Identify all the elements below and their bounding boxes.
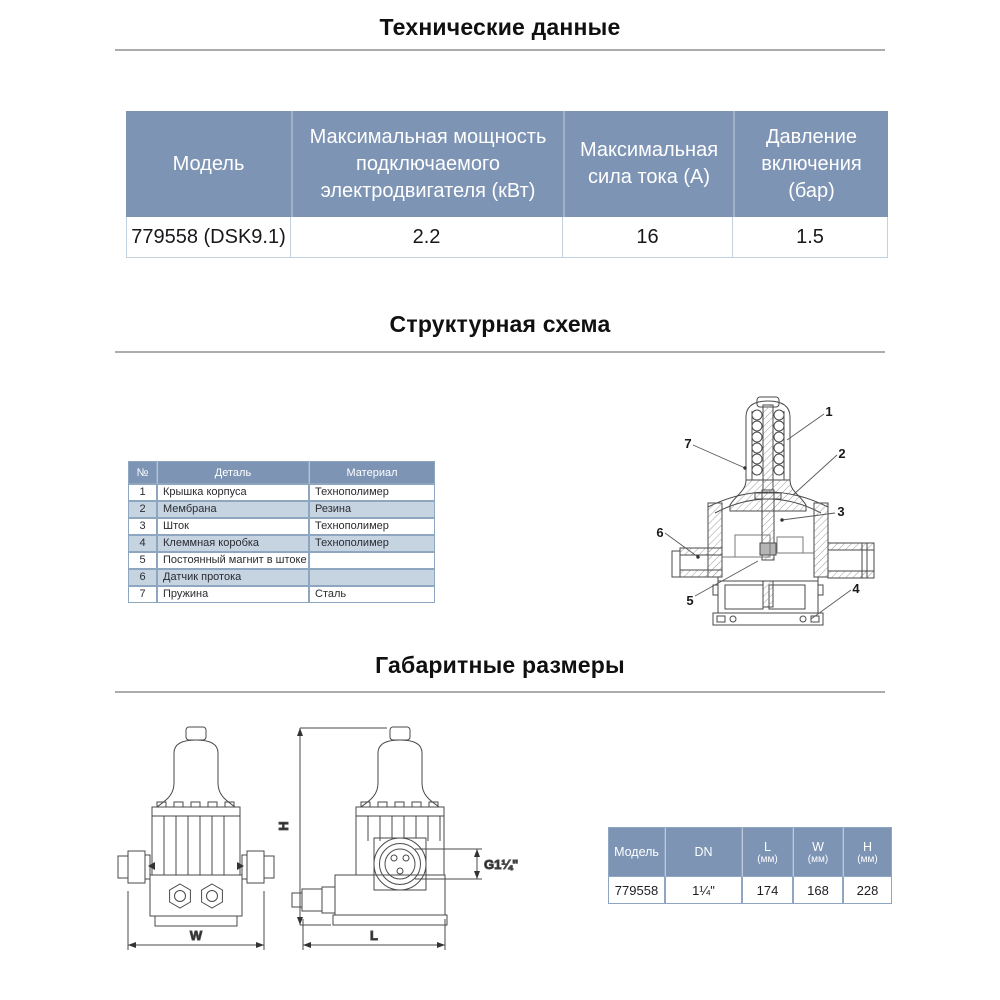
callout-2: 2 bbox=[838, 446, 846, 461]
section-rule bbox=[115, 49, 885, 51]
spec-header-model: Модель bbox=[126, 111, 291, 217]
spec-value-pressure: 1.5 bbox=[733, 217, 888, 258]
parts-header-material: Материал bbox=[309, 461, 435, 484]
size-value-h: 228 bbox=[843, 877, 892, 904]
size-header-label: W bbox=[812, 839, 824, 854]
size-table bbox=[608, 827, 892, 904]
parts-table bbox=[128, 461, 435, 603]
thread-label: G1¼" bbox=[484, 857, 519, 872]
part-num: 5 bbox=[128, 552, 157, 569]
part-name: Постоянный магнит в штоке bbox=[157, 552, 309, 569]
size-header-label: L bbox=[764, 839, 771, 854]
size-value-w: 168 bbox=[793, 877, 843, 904]
parts-row bbox=[128, 501, 435, 518]
size-header-label: Модель bbox=[614, 845, 659, 859]
parts-row bbox=[128, 484, 435, 501]
callout-4: 4 bbox=[852, 581, 860, 596]
size-value-dn: 1¼" bbox=[665, 877, 742, 904]
part-num: 3 bbox=[128, 518, 157, 535]
parts-row bbox=[128, 518, 435, 535]
spec-value-current: 16 bbox=[563, 217, 733, 258]
part-name: Крышка корпуса bbox=[157, 484, 309, 501]
callout-1: 1 bbox=[825, 404, 833, 419]
callout-6: 6 bbox=[656, 525, 664, 540]
section-title-dimensions: Габаритные размеры bbox=[375, 652, 625, 678]
section-rule bbox=[115, 691, 885, 693]
size-header-l bbox=[742, 827, 793, 877]
spec-value-model: 779558 (DSK9.1) bbox=[126, 217, 291, 258]
size-header-unit: (мм) bbox=[757, 853, 778, 865]
section-title-structural: Структурная схема bbox=[389, 311, 611, 337]
callout-3: 3 bbox=[837, 504, 845, 519]
size-header-unit: (мм) bbox=[807, 853, 829, 865]
parts-row bbox=[128, 569, 435, 586]
section-rule bbox=[115, 351, 885, 353]
size-header-label: H bbox=[862, 839, 873, 854]
spec-header-pressure: Давление включения (бар) bbox=[733, 111, 888, 217]
w-label: W bbox=[189, 928, 203, 943]
part-num: 1 bbox=[128, 484, 157, 501]
spec-data-row bbox=[126, 217, 888, 258]
part-num: 7 bbox=[128, 586, 157, 603]
l-dimension bbox=[303, 919, 445, 950]
size-header-label: DN bbox=[694, 845, 713, 859]
size-data-row bbox=[608, 877, 892, 904]
part-material: Сталь bbox=[309, 586, 435, 603]
spec-table bbox=[126, 111, 888, 258]
callout-7: 7 bbox=[684, 436, 692, 451]
part-name: Мембрана bbox=[157, 501, 309, 518]
size-header-w bbox=[793, 827, 843, 877]
part-name: Шток bbox=[157, 518, 309, 535]
size-header-unit: (мм) bbox=[857, 853, 878, 865]
structural-diagram bbox=[635, 385, 895, 645]
part-material: Технополимер bbox=[309, 535, 435, 552]
spec-header-current: Максимальная сила тока (А) bbox=[563, 111, 733, 217]
parts-header-part: Деталь bbox=[157, 461, 309, 484]
spec-value-power: 2.2 bbox=[291, 217, 563, 258]
h-dimension bbox=[276, 728, 387, 925]
l-label: L bbox=[370, 928, 378, 943]
spec-header-power: Максимальная мощность подключаемого электродвигателя (кВт) bbox=[291, 111, 563, 217]
part-num: 6 bbox=[128, 569, 157, 586]
parts-row bbox=[128, 552, 435, 569]
h-label: H bbox=[276, 821, 291, 831]
parts-row bbox=[128, 586, 435, 603]
parts-row bbox=[128, 535, 435, 552]
size-header-dn bbox=[665, 827, 742, 877]
parts-header-num: № bbox=[128, 461, 157, 484]
side-view-drawing bbox=[275, 703, 555, 963]
parts-header-row bbox=[128, 461, 435, 484]
part-material bbox=[309, 552, 435, 569]
size-value-model: 779558 bbox=[608, 877, 665, 904]
part-material: Технополимер bbox=[309, 484, 435, 501]
part-num: 2 bbox=[128, 501, 157, 518]
part-material: Технополимер bbox=[309, 518, 435, 535]
part-material bbox=[309, 569, 435, 586]
size-header-h bbox=[843, 827, 892, 877]
size-header-row bbox=[608, 827, 892, 877]
part-material: Резина bbox=[309, 501, 435, 518]
section-title-technical: Технические данные bbox=[379, 14, 621, 40]
part-name: Клеммная коробка bbox=[157, 535, 309, 552]
w-dimension bbox=[128, 891, 264, 950]
part-num: 4 bbox=[128, 535, 157, 552]
part-name: Пружина bbox=[157, 586, 309, 603]
callout-5: 5 bbox=[686, 593, 694, 608]
size-header-model bbox=[608, 827, 665, 877]
spec-header-row bbox=[126, 111, 888, 217]
part-name: Датчик протока bbox=[157, 569, 309, 586]
size-value-l: 174 bbox=[742, 877, 793, 904]
front-view-drawing bbox=[110, 703, 290, 963]
